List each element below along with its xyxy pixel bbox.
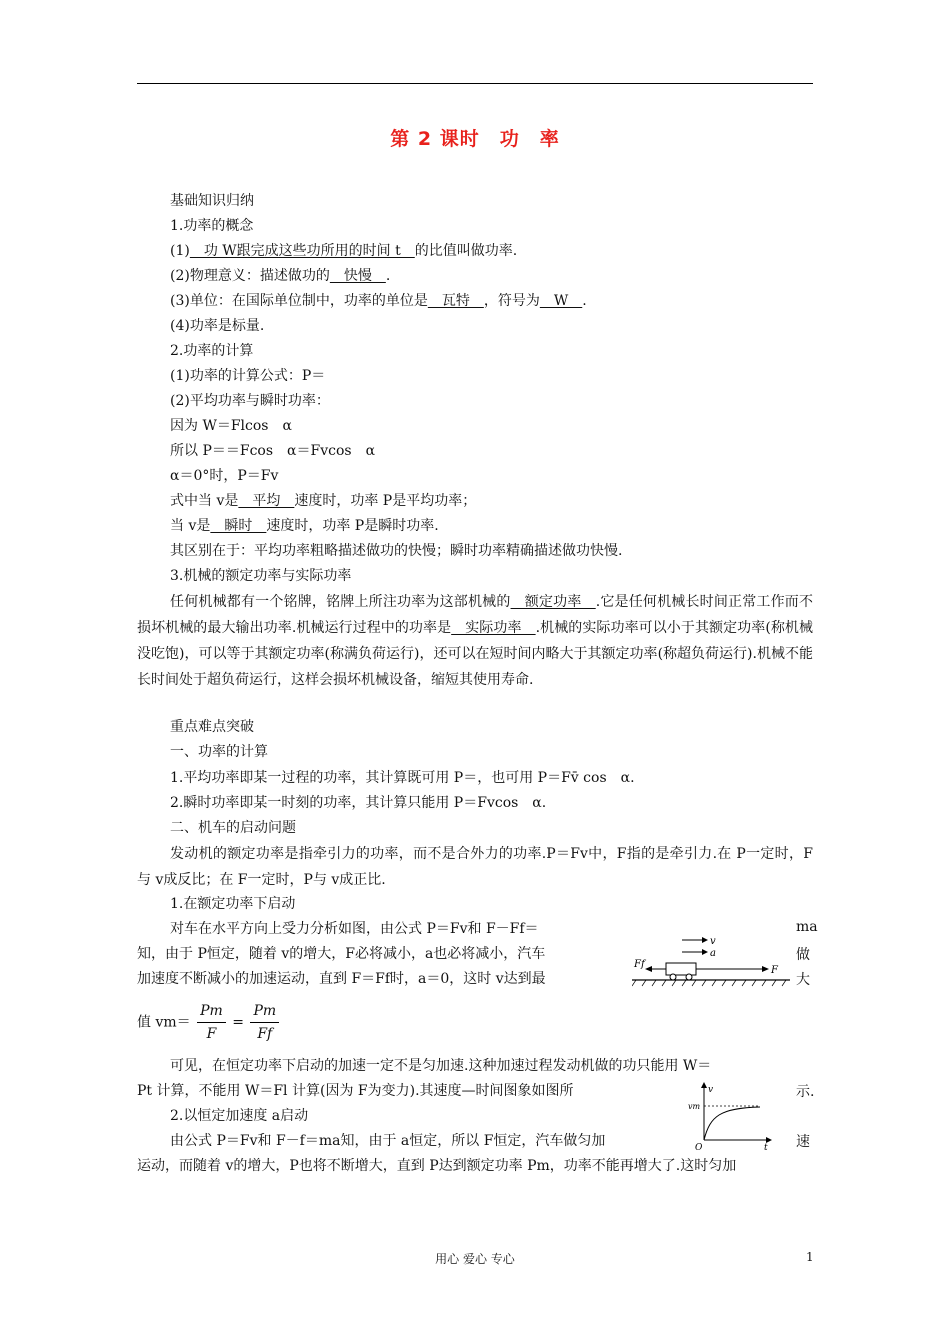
force-diagram-figure [632, 930, 790, 990]
text-line: 运动，而随着 v的增大，P也将不断增大，直到 P达到额定功率 Pm，功率不能再增大了.这时匀加 [137, 1158, 737, 1174]
paragraph-locomotive: 发动机的额定功率是指牵引力的功率，而不是合外力的功率.P＝Fv中，F指的是牵引力.在 P一定时，F与 v成反比；在 F一定时，P与 v成正比. [137, 846, 813, 888]
acceleration-label: a [710, 948, 716, 959]
subheading: 1.功率的概念 [170, 218, 254, 234]
text: 当 v是 [170, 518, 211, 534]
text-line: 可见，在恒定功率下启动的加速一定不是匀加速.这种加速过程发动机做的功只能用 W＝ [170, 1058, 712, 1074]
text: . [385, 268, 391, 284]
fraction-denominator: F [206, 1026, 217, 1042]
fraction-denominator: Ff [257, 1026, 273, 1042]
text-line: 对车在水平方向上受力分析如图，由公式 P＝Fv和 F－Ff＝ [170, 921, 539, 937]
friction-arrowhead [645, 966, 652, 972]
text: (1) [170, 243, 190, 259]
text-line-end: 速 [796, 1134, 810, 1150]
text: (2)物理意义：描述做功的 [170, 268, 330, 284]
fill-answer: W [539, 293, 583, 309]
subheading: 1.在额定功率下启动 [170, 896, 296, 912]
origin-label: O [695, 1143, 703, 1152]
fraction-numerator: Pm [197, 1000, 226, 1023]
subheading: 2.以恒定加速度 a启动 [170, 1108, 309, 1124]
page-number: 1 [806, 1250, 814, 1264]
subheading: 2.功率的计算 [170, 343, 254, 359]
text-line: 其区别在于：平均功率粗略描述做功的快慢；瞬时功率精确描述做功快慢. [170, 543, 623, 559]
paragraph-rated-power [137, 589, 813, 693]
page-title: 第 2 课时 功 率 [390, 128, 560, 150]
fill-answer: 平均 [238, 493, 295, 509]
fill-answer: 额定功率 [510, 594, 596, 610]
text-line [170, 266, 390, 286]
fill-answer: 功 W跟完成这些功所用的时间 t [189, 243, 415, 259]
text: 值 vm＝ [137, 1014, 191, 1031]
text: (3)单位：在国际单位制中，功率的单位是 [170, 293, 428, 309]
text-line: 知，由于 P恒定，随着 v的增大，F必将减小，a也必将减小，汽车 [137, 946, 546, 962]
text: 任何机械都有一个铭牌，铭牌上所注功率为这部机械的 [170, 594, 511, 610]
section-heading: 重点难点突破 [170, 719, 254, 735]
traction-arrowhead [762, 966, 769, 972]
header-rule [137, 83, 813, 84]
velocity-curve [704, 1107, 760, 1140]
text-line [170, 516, 439, 536]
section-heading: 基础知识归纳 [170, 193, 254, 209]
text-line-end: ma [796, 919, 818, 935]
velocity-arrowhead [702, 937, 708, 943]
acceleration-arrowhead [702, 949, 708, 955]
t-axis-label: t [764, 1143, 768, 1152]
text-line: 由公式 P＝Fv和 F－f＝ma知，由于 a恒定，所以 F恒定，汽车做匀加 [170, 1133, 606, 1149]
text-line [170, 291, 587, 311]
text-line: α＝0°时，P＝Fv [170, 468, 279, 484]
text-line [170, 241, 517, 261]
fraction [197, 1000, 226, 1045]
fill-answer: 实际功率 [451, 620, 536, 636]
fraction [250, 1000, 279, 1045]
text-line: 因为 W＝Flcos α [170, 418, 292, 434]
subheading: 3.机械的额定功率与实际功率 [170, 568, 352, 584]
text-line: (2)平均功率与瞬时功率： [170, 393, 330, 409]
text: .机械的实际功率可以小于其额定功率(称机械没吃饱)，可以等于其额定功率(称满负荷运行)，还可以在短时间内略大于其额定功率(称超负荷运行).机械不能长时间处于超负荷运行，这样会损坏机械设备，缩短其使用寿命. [137, 620, 814, 688]
velocity-label: v [710, 936, 716, 947]
text: .它是任何机械长时间正常工作而不损坏机械的最大输出功率.机械运行过程中的功率是 [137, 594, 814, 636]
subheading: 一、功率的计算 [170, 744, 268, 760]
fraction-numerator: Pm [250, 1000, 279, 1023]
text: . [582, 293, 587, 309]
velocity-time-graph [684, 1080, 784, 1152]
car-wheel [686, 974, 692, 980]
ground-hatch [632, 980, 786, 986]
equals-sign: = [232, 1014, 244, 1031]
text-line: 1.平均功率即某一过程的功率，其计算既可用 P＝，也可用 P＝Fv̄ cos α. [170, 770, 635, 786]
text-line-end: 大 [796, 972, 810, 988]
text: 的比值叫做功率. [414, 243, 518, 259]
text-line: (1)功率的计算公式：P＝ [170, 368, 326, 384]
fill-answer: 快慢 [329, 268, 386, 284]
traction-force-label: F [771, 965, 778, 976]
text-line-end: 做 [796, 947, 810, 963]
text-line: Pt 计算，不能用 W＝Fl 计算(因为 F为变力).其速度—时间图象如图所 [137, 1083, 574, 1099]
text: 速度时，功率 P是平均功率； [294, 493, 477, 509]
text-line [170, 491, 476, 511]
fill-answer: 瓦特 [427, 293, 484, 309]
v-axis-label: v [708, 1085, 714, 1095]
footer-text: 用心 爱心 专心 [435, 1252, 515, 1266]
fill-answer: 瞬时 [210, 518, 267, 534]
text: 速度时，功率 P是瞬时功率. [266, 518, 439, 534]
text-line: (4)功率是标量. [170, 318, 265, 334]
text: 式中当 v是 [170, 493, 239, 509]
v-axis-arrowhead [701, 1082, 707, 1088]
text-line-end: 示. [796, 1084, 815, 1100]
car-wheel [670, 974, 676, 980]
friction-force-label: Ff [634, 959, 645, 970]
text-line: 所以 P＝＝Fcos α＝Fvcos α [170, 443, 376, 459]
car-body [666, 963, 696, 975]
vm-label: vm [688, 1102, 701, 1111]
formula-vm [137, 1000, 281, 1045]
text-line: 加速度不断减小的加速运动，直到 F＝Ff时，a＝0，这时 v达到最 [137, 971, 546, 987]
text: ，符号为 [483, 293, 540, 309]
text-line: 2.瞬时功率即某一时刻的功率，其计算只能用 P＝Fvcos α. [170, 795, 547, 811]
subheading: 二、机车的启动问题 [170, 820, 296, 836]
